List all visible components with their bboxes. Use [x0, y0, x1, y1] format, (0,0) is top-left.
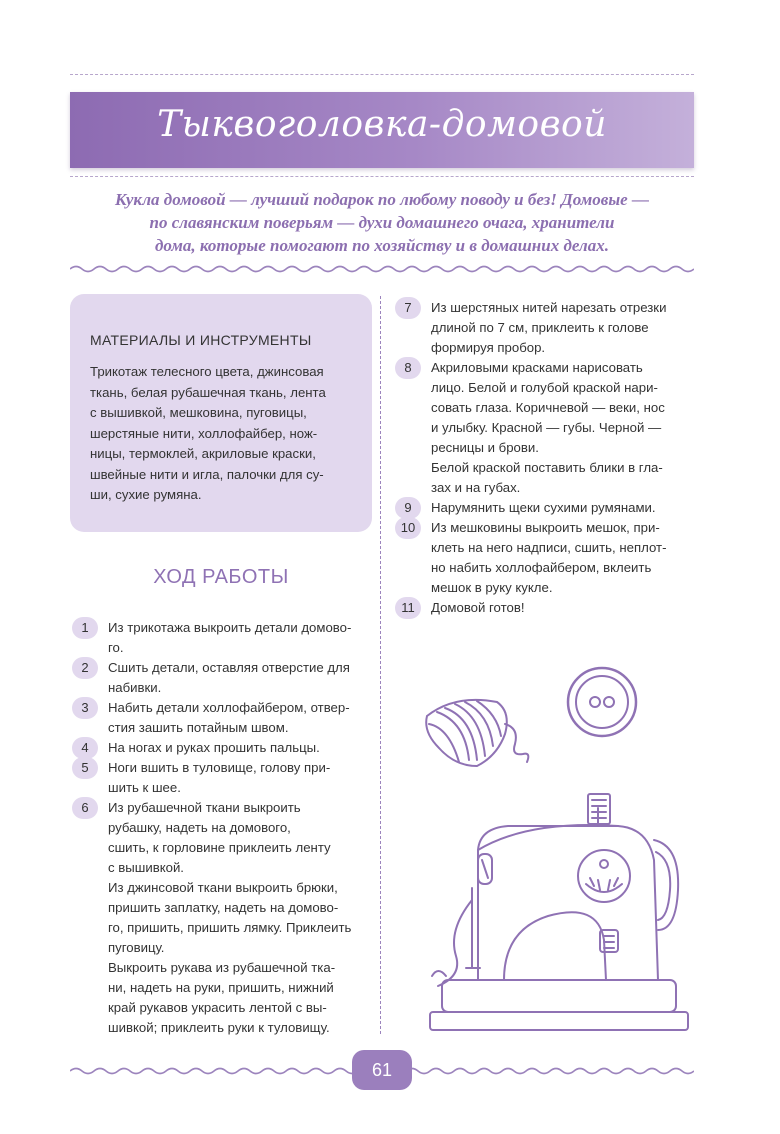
materials-heading: МАТЕРИАЛЫ И ИНСТРУМЕНТЫ [90, 332, 312, 348]
work-heading: ХОД РАБОТЫ [153, 566, 289, 588]
step-number: 11 [395, 597, 421, 619]
materials-line: ткань, белая рубашечная ткань, лента [90, 384, 326, 400]
step-text: ресницы и брови. [431, 440, 539, 455]
step-number: 7 [395, 297, 421, 319]
step-item [72, 738, 372, 758]
step-item [72, 698, 372, 738]
step-text: край рукавов украсить лентой с вы- [108, 1000, 327, 1015]
intro-text [92, 188, 672, 257]
materials-box [70, 294, 372, 532]
banner-dashed-line [70, 176, 694, 177]
top-dashed-line [70, 74, 694, 75]
step-text: Нарумянить щеки сухими румянами. [431, 500, 656, 515]
step-number: 6 [72, 797, 98, 819]
materials-line: ши, сухие румяна. [90, 487, 202, 502]
step-item [395, 518, 693, 598]
step-text: рубашку, надеть на домового, [108, 820, 291, 835]
page-title: Тыквоголовка-домовой [157, 104, 607, 145]
step-text: го. [108, 640, 124, 655]
wavy-divider [70, 264, 694, 274]
intro-line: дома, которые помогают по хозяйству и в домашних делах. [155, 236, 609, 255]
step-number: 9 [395, 497, 421, 519]
step-text: с вышивкой. [108, 860, 184, 875]
step-number: 5 [72, 757, 98, 779]
step-text: клеть на него надписи, сшить, неплот- [431, 540, 667, 555]
materials-line: ницы, термоклей, акриловые краски, [90, 446, 316, 461]
column-divider [380, 296, 381, 1034]
step-text: но набить холлофайбером, вклеить [431, 560, 652, 575]
step-text: На ногах и руках прошить пальцы. [108, 740, 320, 755]
step-item [72, 798, 372, 1038]
step-text: сшить, к горловине приклеить ленту [108, 840, 331, 855]
step-text: шить к шее. [108, 780, 181, 795]
step-item [395, 358, 693, 498]
page-number: 61 [352, 1050, 412, 1090]
step-number: 10 [395, 517, 421, 539]
step-number: 2 [72, 657, 98, 679]
sewing-machine-icon [408, 780, 698, 1036]
step-text: пришить заплатку, надеть на домово- [108, 900, 339, 915]
step-text: и улыбку. Красной — губы. Черной — [431, 420, 662, 435]
step-item [395, 598, 693, 618]
step-text: совать глаза. Коричневой — веки, нос [431, 400, 665, 415]
materials-text [90, 362, 358, 506]
materials-line: шерстяные нити, холлофайбер, нож- [90, 425, 318, 441]
step-text: Сшить детали, оставляя отверстие для [108, 660, 350, 675]
steps-list-right [395, 298, 693, 618]
step-item [72, 618, 372, 658]
step-text: го, пришить, пришить лямку. Приклеить [108, 920, 352, 935]
step-text: длиной по 7 см, приклеить к голове [431, 320, 649, 335]
step-text: Акриловыми красками нарисовать [431, 360, 643, 375]
step-text: пуговицу. [108, 940, 165, 955]
intro-line: по славянским поверьям — духи домашнего очага, хранители [149, 213, 615, 232]
step-text: Ноги вшить в туловище, голову при- [108, 760, 331, 775]
step-number: 3 [72, 697, 98, 719]
step-text: Из джинсовой ткани выкроить брюки, [108, 880, 338, 895]
sewing-button-icon [564, 664, 640, 740]
steps-list-left [72, 618, 372, 1038]
materials-line: швейные нити и игла, палочки для су- [90, 466, 324, 482]
step-text: лицо. Белой и голубой краской нари- [431, 380, 658, 395]
step-text: Набить детали холлофайбером, отвер- [108, 700, 350, 715]
step-text: формируя пробор. [431, 340, 546, 355]
step-text: ни, надеть на руки, пришить, нижний [108, 980, 334, 995]
step-text: шивкой; приклеить руки к туловищу. [108, 1020, 330, 1035]
step-text: набивки. [108, 680, 162, 695]
step-text: Белой краской поставить блики в гла- [431, 460, 663, 475]
step-number: 4 [72, 737, 98, 759]
step-item [395, 298, 693, 358]
step-text: зах и на губах. [431, 480, 521, 495]
step-text: Выкроить рукава из рубашечной тка- [108, 960, 336, 975]
yarn-ball-icon [415, 688, 535, 778]
step-text: Из шерстяных нитей нарезать отрезки [431, 300, 667, 315]
step-item [395, 498, 693, 518]
step-number: 8 [395, 357, 421, 379]
step-text: Из мешковины выкроить мешок, при- [431, 520, 660, 535]
title-banner [70, 92, 694, 168]
intro-line: Кукла домовой — лучший подарок по любому поводу и без! Домовые — [115, 190, 649, 209]
materials-line: с вышивкой, мешковина, пуговицы, [90, 405, 307, 420]
step-item [72, 658, 372, 698]
step-text: мешок в руку кукле. [431, 580, 553, 595]
step-text: Домовой готов! [431, 600, 525, 615]
step-number: 1 [72, 617, 98, 639]
step-text: Из трикотажа выкроить детали домово- [108, 620, 352, 635]
step-text: стия зашить потайным швом. [108, 720, 289, 735]
materials-line: Трикотаж телесного цвета, джинсовая [90, 364, 324, 379]
step-item [72, 758, 372, 798]
step-text: Из рубашечной ткани выкроить [108, 800, 301, 815]
